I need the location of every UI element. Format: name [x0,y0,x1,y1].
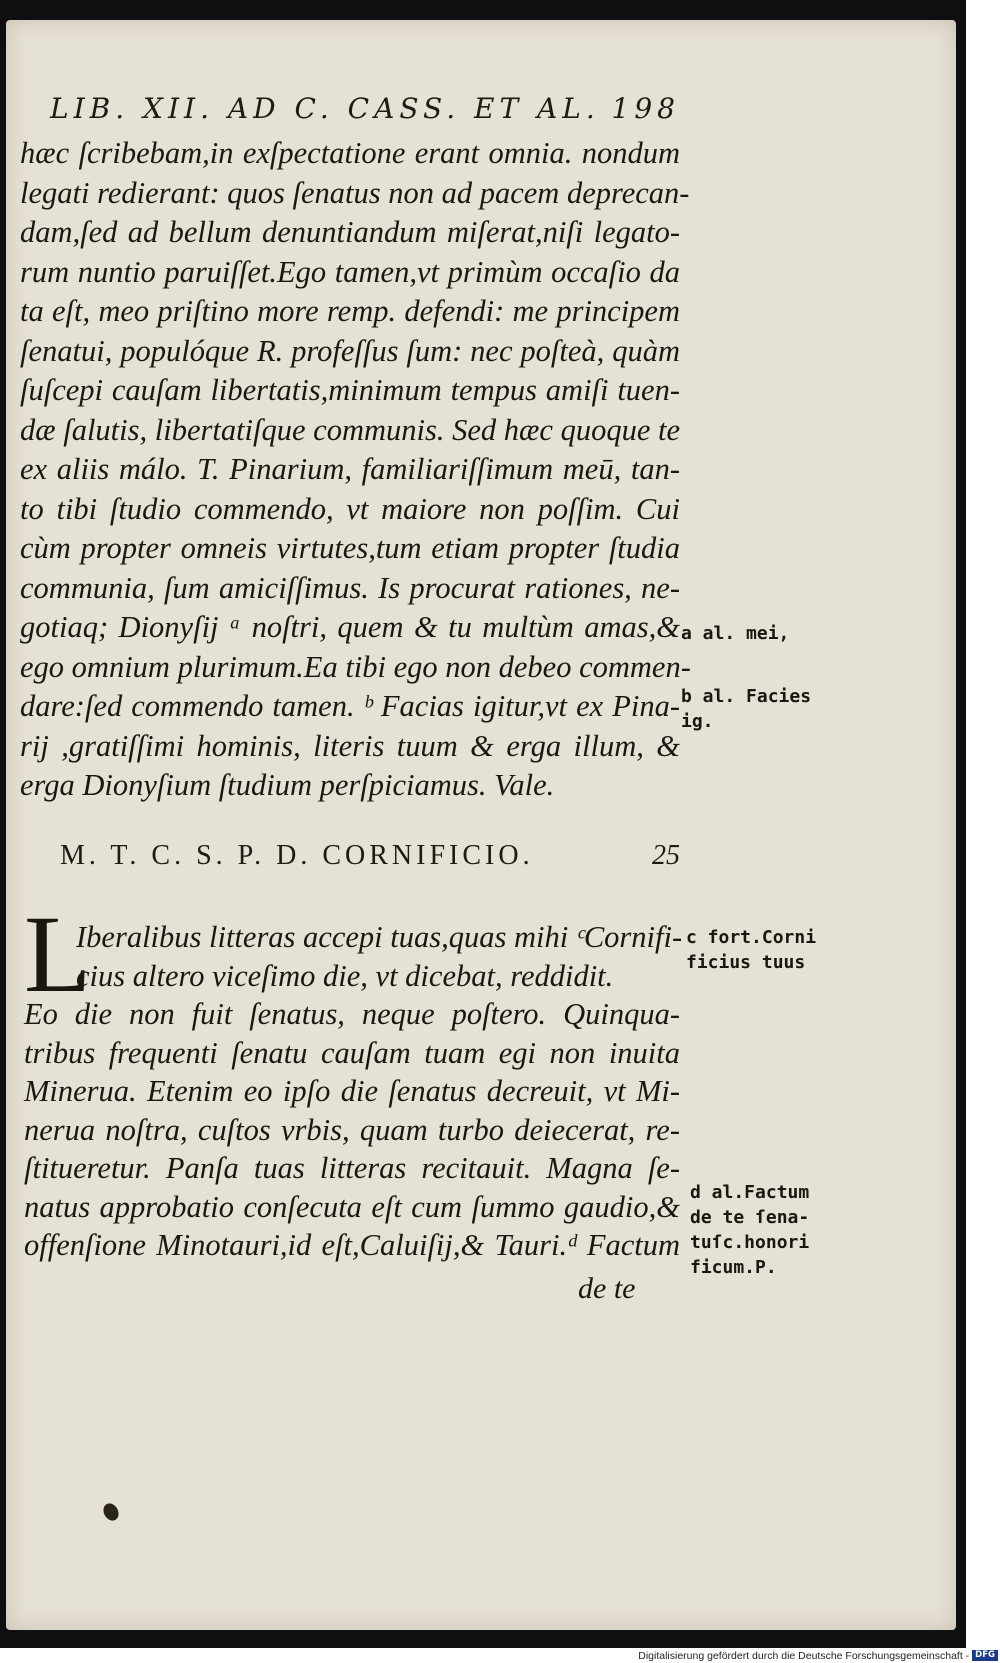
text-line: gotiaq; Dionyſij ᵃ noſtri, quem & tu multùm amas,& [20,610,680,644]
text-line: Mineruа. Etenim eo ipſo die ſenatus decreuit, vt Mi- [24,1074,680,1108]
margin-note-d-2: de te ſena- [690,1207,810,1228]
text-line: ſtitueretur. Panſa tuas litteras recitauit. Magna ſe- [24,1151,680,1185]
margin-note-d-4: ficum.P. [690,1257,777,1278]
margin-note-b-1: b al. Facies [681,686,812,707]
text-line: ex aliis málo. T. Pinarium, familiariſſimum meū, tan- [20,452,680,486]
digitization-footer [0,1648,1000,1663]
running-header [50,92,680,125]
page-number: 198 [611,92,680,125]
dfg-logo: DFG [972,1650,998,1661]
letter-1-text [20,134,691,806]
drop-cap: L [24,893,92,1015]
text-line: dam,ſed ad bellum denuntiandum miſerat,niſi legato- [20,215,680,249]
text-line: legati redierant: quos ſenatus non ad pacem deprecan- [20,175,690,210]
running-title: LIB. XII. AD C. CASS. ET AL. [50,92,600,125]
letter-heading-title: M. T. C. S. P. D. CORNIFICIO. [60,840,534,871]
letter-2-text [24,918,683,1265]
letter-2-heading [60,840,680,872]
margin-note-d-1: d al.Factum [690,1182,810,1203]
text-line: to tibi ſtudio commendo, vt maiore non poſſim. Cui [20,491,680,526]
text-line: cius altero viceſimo die, vt dicebat, reddidit. [76,958,614,993]
text-line: erga Dionyſium ſtudium perſpiciamus. Vale. [20,768,555,802]
text-line: ta eſt, meo priſtino more remp. defendi: me principem [20,294,680,328]
text-line: rij ,gratiſſimi hominis, literis tuum & erga illum, & [20,728,680,763]
margin-note-c-1: c fort.Corni [686,927,817,948]
text-line: ſuſcepi cauſam libertatis,minimum tempus amiſi tuen- [20,373,680,407]
margin-note-a: a al. mei, [681,623,790,644]
text-line: ego omnium plurimum.Ea tibi ego non debeo commen- [20,649,691,684]
text-line: natus approbatio conſecuta eſt cum ſummo gaudio,& [24,1189,680,1224]
text-line: rum nuntio paruiſſet.Ego tamen,vt primùm occaſio da [20,254,680,289]
text-line: communia, ſum amiciſſimus. Is procurat rationes, ne- [20,570,680,605]
text-line: cùm propter omneis virtutes,tum etiam propter ſtudia [20,531,680,565]
margin-note-d-3: tuſc.honori [690,1232,810,1253]
funding-notice: Digitalisierung gefördert durch die Deutsche Forschungsgemeinschaft - [638,1649,970,1662]
text-line: dare:ſed commendo tamen. ᵇ Facias igitur,vt ex Pina- [20,689,680,723]
text-line: tribus frequenti ſenatu cauſam tuam egi non inuita [24,1035,680,1070]
catchword: de te [578,1272,636,1305]
text-line: ſenatui, populóque R. profeſſus ſum: nec poſteà, quàm [20,333,680,368]
text-line: Iberalibus litteras accepi tuas,quas mihi ᶜCornifi- [76,920,683,954]
text-line: nerua noſtra, cuſtos vrbis, quam turbo deiecerat, re- [24,1112,680,1147]
text-line: offenſione Minotauri,id eſt,Caluiſij,& Tauri.ᵈ Factum [24,1228,680,1262]
letter-number: 25 [652,840,680,871]
margin-note-b-2: ig. [681,711,714,732]
text-line: Eo die non fuit ſenatus, neque poſtero. Quinqua- [24,997,680,1031]
text-line: dæ ſalutis, libertatiſque communis. Sed hæc quoque te [20,412,680,447]
text-line: hæc ſcribebam,in exſpectatione erant omnia. nondum [20,136,680,170]
margin-note-c-2: ficius tuus [686,952,806,973]
